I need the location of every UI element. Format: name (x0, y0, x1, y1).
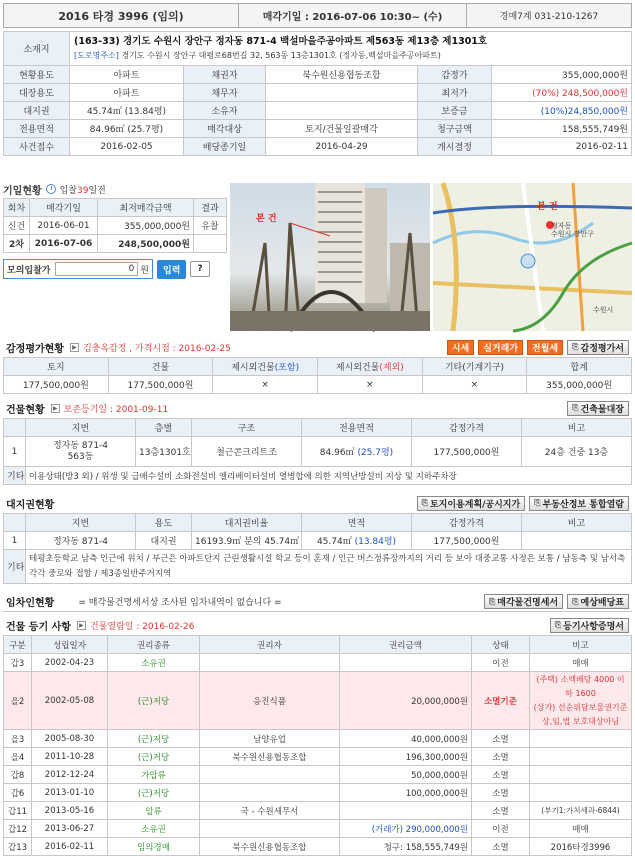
registry-cell: 을3 (4, 730, 32, 748)
info-label: 소유자 (184, 102, 266, 120)
document-icon: ⎘ (572, 403, 579, 412)
map-text-2: 수원시 장안구 (551, 230, 594, 238)
view-count: 39 (77, 185, 89, 196)
mock-bid-unit: 원 (140, 265, 149, 276)
building-title: 건물현황 (6, 404, 45, 416)
appraisal-cell: 355,000,000원 (527, 376, 632, 394)
info-value: 84.96㎡ (25.7평) (70, 120, 184, 138)
registry-cell: 이전 (472, 654, 530, 672)
building-col: 층별 (136, 419, 192, 437)
registry-cell: 2016-02-11 (32, 838, 108, 856)
info-label: 매각대상 (184, 120, 266, 138)
registry-cell: 2005-08-30 (32, 730, 108, 748)
building-cell: 1 (4, 437, 26, 467)
registry-cell: 2013-01-10 (32, 784, 108, 802)
arrow-icon: ▶ (77, 621, 86, 630)
info-value: 2016-02-11 (492, 138, 632, 156)
document-icon: ⎘ (534, 498, 541, 507)
registry-cell (530, 766, 632, 784)
registry-cell: 갑3 (4, 654, 32, 672)
registry-cell: 소멸 (472, 838, 530, 856)
appraisal-sub: 김충옥감정 , 가격시점 : 2016-02-25 (82, 343, 231, 354)
registry-cell (200, 766, 340, 784)
building-col (4, 419, 26, 437)
arrow-icon: ▶ (70, 343, 79, 352)
registry-cell: 소멸 (472, 802, 530, 820)
info-value: 45.74㎡ (13.84평) (70, 102, 184, 120)
history-cell: 2016-07-06 (30, 235, 98, 253)
building-cell: 정자동 871-4 563동 (26, 437, 136, 467)
mock-bid-submit-button[interactable]: 입력 (157, 260, 186, 279)
building-register-button[interactable]: ⎘ 건축물대장 (567, 401, 629, 416)
info-value: (10%)24,850,000원 (492, 102, 632, 120)
registry-col: 비고 (530, 636, 632, 654)
registry-cell: 임의경매 (108, 838, 200, 856)
registry-cell: 2013-05-16 (32, 802, 108, 820)
registry-cell (340, 802, 472, 820)
registry-cell: 2002-05-08 (32, 672, 108, 730)
appraisal-cell: 177,500,000원 (108, 376, 213, 394)
land-col: 면적 (302, 514, 412, 532)
table-row (4, 654, 632, 672)
building-sub: 보존등기일 : 2001-09-11 (63, 404, 169, 415)
land-col: 지번 (26, 514, 136, 532)
appraisal-title: 감정평가현황 (6, 343, 64, 355)
land-col (4, 514, 26, 532)
document-icon: ⎘ (572, 342, 579, 351)
building-col: 구조 (192, 419, 302, 437)
table-row (4, 838, 632, 856)
expected-dividend-button[interactable]: ⎘ 예상배당표 (567, 594, 629, 609)
registry-title: 건물 등기 사항 (6, 621, 71, 633)
appraisal-col: 기타(기계기구) (422, 358, 527, 376)
rent-price-button[interactable]: 전월세 (527, 340, 563, 355)
registry-cell: 갑12 (4, 820, 32, 838)
map-text-1: 정자동 (551, 222, 572, 230)
registry-cell (200, 820, 340, 838)
photo-label: 본 건 (256, 214, 277, 224)
market-price-button[interactable]: 시세 (447, 340, 474, 355)
road-address: 경기도 수원시 장안구 대평로68번길 32, 563동 13층1301호 (정자동,백설마을주공아파트) (121, 50, 441, 60)
info-label: 보증금 (418, 102, 492, 120)
land-etc-label: 기타 (4, 550, 26, 584)
registry-cell: 소멸기준 (472, 672, 530, 730)
info-value: 아파트 (70, 84, 184, 102)
info-label: 개시결정 (418, 138, 492, 156)
road-address-tag[interactable]: [도로명주소] (74, 50, 119, 60)
appraisal-section (3, 337, 632, 394)
registry-cell: 소멸 (472, 784, 530, 802)
registry-cell: 청구: 158,555,749원 (340, 838, 472, 856)
registry-cell: 남양유업 (200, 730, 340, 748)
registry-cell: 압류 (108, 802, 200, 820)
table-row (4, 784, 632, 802)
registry-table (3, 635, 632, 856)
registry-cell: 이전 (472, 820, 530, 838)
registry-cell: 2002-04-23 (32, 654, 108, 672)
table-row (4, 672, 632, 730)
registry-cell: 100,000,000원 (340, 784, 472, 802)
registry-cell: 소유권 (108, 654, 200, 672)
address-label: 소재지 (4, 32, 70, 66)
registry-col: 성립일자 (32, 636, 108, 654)
land-cell: 1 (4, 532, 26, 550)
land-col: 비고 (522, 514, 632, 532)
info-value: 북수원신용협동조합 (266, 66, 418, 84)
registry-cell: 갑13 (4, 838, 32, 856)
building-cell: 철근콘크리트조 (192, 437, 302, 467)
actual-price-button[interactable]: 실거래가 (478, 340, 523, 355)
building-col: 비고 (522, 419, 632, 437)
registry-cell (530, 784, 632, 802)
registry-cell: (근)저당 (108, 784, 200, 802)
appraisal-cell: × (213, 376, 318, 394)
info-label: 전용면적 (4, 120, 70, 138)
land-plan-button[interactable]: ⎘ 토지이용계획/공시지가 (417, 496, 526, 511)
registry-cell: 2011-10-28 (32, 748, 108, 766)
table-row (4, 748, 632, 766)
registry-cell: (부기1:가처세과-6844) (530, 802, 632, 820)
registry-cell: 갑6 (4, 784, 32, 802)
registry-cell: (거래가) 290,000,000원 (340, 820, 472, 838)
building-cell: 24층 건중 13층 (522, 437, 632, 467)
info-label: 청구금액 (418, 120, 492, 138)
appraisal-cell: 177,500,000원 (4, 376, 109, 394)
registry-cell: 소유권 (108, 820, 200, 838)
registry-cell: 2012-12-24 (32, 766, 108, 784)
info-label: 대장용도 (4, 84, 70, 102)
registry-cell: 매매 (530, 654, 632, 672)
registry-cell: 소멸 (472, 766, 530, 784)
registry-cell (530, 748, 632, 766)
arrow-icon: ▶ (51, 404, 60, 413)
case-number: 2016 타경 3996 (임의) (4, 4, 239, 28)
realestate-info-button[interactable]: ⎘ 부동산정보 통합열람 (529, 496, 629, 511)
registry-cell: 국 - 수원세무서 (200, 802, 340, 820)
building-photo[interactable] (230, 183, 430, 331)
view-prefix: 입찰 (59, 185, 78, 196)
history-cell (194, 235, 227, 253)
appraisal-col: 제시외건물(제외) (317, 358, 422, 376)
mock-bid-input[interactable]: 0 (55, 262, 138, 276)
history-cell: 355,000,000원 (98, 217, 194, 235)
registry-cell: 북수원신용협동조합 (200, 748, 340, 766)
help-button[interactable]: ? (190, 261, 209, 277)
building-cell: 177,500,000원 (412, 437, 522, 467)
registry-cell: 매매 (530, 820, 632, 838)
registry-cell: 을4 (4, 748, 32, 766)
land-section (3, 493, 632, 584)
land-col: 대지권비율 (192, 514, 302, 532)
registry-sub: 건물열람일 : 2016-02-26 (89, 621, 195, 632)
case-header (3, 3, 632, 28)
registry-section (3, 615, 632, 856)
registry-cell: (근)저당 (108, 730, 200, 748)
registry-cell: 2013-06-27 (32, 820, 108, 838)
land-cell: 정자동 871-4 (26, 532, 136, 550)
sale-spec-button[interactable]: ⎘ 매각물건명세서 (484, 594, 563, 609)
land-cell: 16193.9㎡ 분의 45.74㎡ (192, 532, 302, 550)
info-label: 배당종기일 (184, 138, 266, 156)
court-contact: 경매7계 031-210-1267 (467, 4, 632, 28)
info-value: 토지/건물일괄매각 (266, 120, 418, 138)
property-info-table (3, 31, 632, 156)
land-title: 대지권현황 (6, 499, 55, 511)
land-cell: 45.74㎡ (13.84평) (302, 532, 412, 550)
history-col: 매각기일 (30, 199, 98, 217)
clock-icon (46, 184, 56, 194)
table-row (4, 820, 632, 838)
info-label: 사건접수 (4, 138, 70, 156)
appraisal-report-button[interactable]: ⎘ 감정평가서 (567, 340, 629, 355)
mock-bid-label: 모의입찰가 (7, 265, 51, 276)
building-col: 감정가격 (412, 419, 522, 437)
registry-cell: (근)저당 (108, 672, 200, 730)
info-value (266, 102, 418, 120)
registry-col: 권리종류 (108, 636, 200, 654)
history-title: 기일현황 (3, 185, 42, 197)
registry-cell: 을2 (4, 672, 32, 730)
building-col: 전용면적 (302, 419, 412, 437)
info-label: 현황용도 (4, 66, 70, 84)
land-etc: 테평초등학교 남측 인근에 위치 / 부근은 아파트단지 근린생활시설 학교 등이 혼재 / 인근 버스정류장까지의 거리 등 보아 대중교통 사정은 보통 / 남동측 및 남서측 각각 중로와 접함 / 제3종일반주거지역 (26, 550, 632, 584)
info-label: 감정가 (418, 66, 492, 84)
info-label: 최저가 (418, 84, 492, 102)
appraisal-col: 건물 (108, 358, 213, 376)
appraisal-col: 제시외건물(포함) (213, 358, 318, 376)
history-col: 회차 (4, 199, 30, 217)
info-label: 채권자 (184, 66, 266, 84)
registry-cell: 북수원신용협동조합 (200, 838, 340, 856)
history-cell: 신건 (4, 217, 30, 235)
registry-cell: 소멸 (472, 730, 530, 748)
registry-cell (200, 654, 340, 672)
info-value: 2016-02-05 (70, 138, 184, 156)
land-col: 용도 (136, 514, 192, 532)
registry-col: 구분 (4, 636, 32, 654)
history-section (3, 180, 227, 279)
info-value: 355,000,000원 (492, 66, 632, 84)
appraisal-cell: × (422, 376, 527, 394)
info-value: (70%) 248,500,000원 (492, 84, 632, 102)
land-cell: 177,500,000원 (412, 532, 522, 550)
registry-cell: 가압류 (108, 766, 200, 784)
land-col: 감정가격 (412, 514, 522, 532)
registry-cell: 196,300,000원 (340, 748, 472, 766)
building-cell: 13층1301호 (136, 437, 192, 467)
map-pin-label: 본 건 (537, 202, 558, 212)
land-cell (522, 532, 632, 550)
table-row (4, 802, 632, 820)
document-icon: ⎘ (554, 620, 562, 629)
history-cell: 유찰 (194, 217, 227, 235)
tenant-section (3, 592, 632, 612)
info-value: 158,555,749원 (492, 120, 632, 138)
building-table (3, 418, 632, 485)
registry-cell: 20,000,000원 (340, 672, 472, 730)
registry-cell: (근)저당 (108, 748, 200, 766)
registry-cell (530, 730, 632, 748)
address-line: (163-33) 경기도 수원시 장안구 정자동 871-4 백설마을주공아파트 제563동 제13층 제1301호 (74, 35, 488, 47)
registry-cell: 2016타경3996 (530, 838, 632, 856)
appraisal-table (3, 357, 632, 394)
registry-col: 상태 (472, 636, 530, 654)
building-etc-label: 기타 (4, 467, 26, 485)
registry-col: 권리금액 (340, 636, 472, 654)
registry-cell: 40,000,000원 (340, 730, 472, 748)
info-label: 채무자 (184, 84, 266, 102)
view-suffix: 일전 (88, 185, 106, 196)
registry-cell: 50,000,000원 (340, 766, 472, 784)
table-row (4, 730, 632, 748)
table-row (4, 766, 632, 784)
tenant-title: 임차인현황 (6, 598, 55, 609)
registry-cell: 갑8 (4, 766, 32, 784)
history-col: 최저매각금액 (98, 199, 194, 217)
document-icon: ⎘ (421, 498, 428, 507)
history-cell: 248,500,000원 (98, 235, 194, 253)
history-cell: 2016-06-01 (30, 217, 98, 235)
registry-cell (200, 784, 340, 802)
registry-cell: 소멸 (472, 748, 530, 766)
history-col: 결과 (194, 199, 227, 217)
location-map[interactable] (433, 183, 632, 331)
info-value: 2016-04-29 (266, 138, 418, 156)
document-icon: ⎘ (572, 596, 579, 606)
land-table (3, 513, 632, 584)
map-text-3: 수원시 (593, 306, 614, 314)
registry-col: 권리자 (200, 636, 340, 654)
info-label: 대지권 (4, 102, 70, 120)
appraisal-col: 토지 (4, 358, 109, 376)
building-cell: 84.96㎡ (25.7평) (302, 437, 412, 467)
history-cell: 2차 (4, 235, 30, 253)
appraisal-cell: × (317, 376, 422, 394)
appraisal-col: 합계 (527, 358, 632, 376)
land-cell: 대지권 (136, 532, 192, 550)
registry-cell: 응진식품 (200, 672, 340, 730)
history-table (3, 198, 227, 253)
registry-cell: 갑11 (4, 802, 32, 820)
registry-cell: (주택) 소액배당 4000 이하 1600 (상가) 선순위담보물권기준 상,임,법 보호대상아님 (530, 672, 632, 730)
info-value: 아파트 (70, 66, 184, 84)
registry-cert-button[interactable]: ⎘ 등기사항증명서 (550, 618, 629, 633)
info-value (266, 84, 418, 102)
building-section (3, 398, 632, 485)
document-icon: ⎘ (488, 596, 496, 606)
registry-cell (340, 654, 472, 672)
building-etc: 이용상태(방3 외) / 위생 및 급배수설비 소화전설비 엘리베이터설비 열병합에 의한 지역난방설비 지상 및 지하주차장 (26, 467, 632, 485)
building-col: 지번 (26, 419, 136, 437)
tenant-note: = 매각물건명세서상 조사된 임차내역이 없습니다 = (78, 598, 282, 608)
sale-date: 매각기일 : 2016-07-06 10:30~ (수) (239, 4, 467, 28)
